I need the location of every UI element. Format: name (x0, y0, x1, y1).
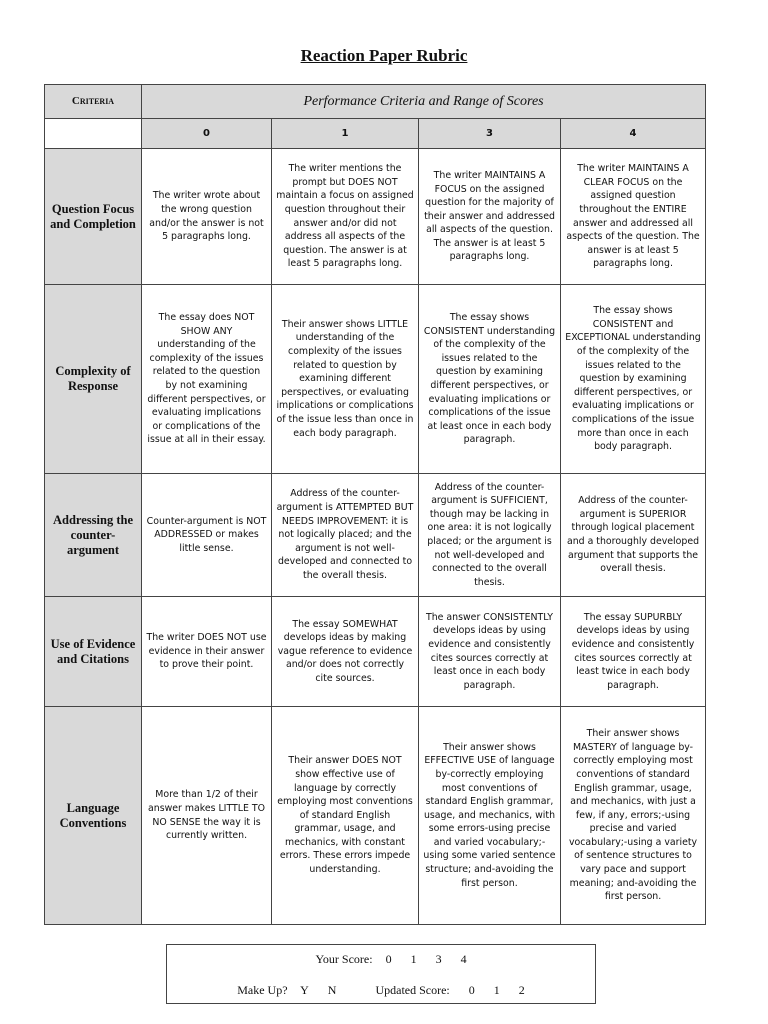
blank-header-cell (45, 119, 142, 149)
your-score-option-4[interactable]: 4 (460, 952, 467, 966)
makeup-line (167, 983, 595, 998)
header-row (45, 85, 706, 119)
rubric-row-language (45, 707, 706, 925)
rubric-table (44, 84, 706, 925)
rubric-cell-score-1: The essay SOMEWHAT develops ideas by making vague reference to evidence and/or does not correctly cite sources. (272, 597, 419, 707)
your-score-option-1[interactable]: 1 (410, 952, 417, 966)
rubric-row-question-focus (45, 149, 706, 285)
score-box (166, 944, 596, 1004)
rubric-cell-score-0: The essay does NOT SHOW ANY understanding of the complexity of the issues related to the question by not examining different perspectives, or evaluating implications or complications of the issue at all in their essay. (142, 285, 272, 474)
rubric-cell-score-0: The writer wrote about the wrong question and/or the answer is not 5 paragraphs long. (142, 149, 272, 285)
your-score-option-3[interactable]: 3 (435, 952, 442, 966)
updated-score-option-1[interactable]: 1 (493, 983, 500, 997)
updated-score-option-2[interactable]: 2 (518, 983, 525, 997)
criterion-label: Addressing the counter-argument (45, 474, 142, 597)
rubric-cell-score-3: The answer CONSISTENTLY develops ideas by using evidence and consistently cites sources correctly at least once in each body paragraph. (419, 597, 561, 707)
rubric-cell-score-0: The writer DOES NOT use evidence in their answer to prove their point. (142, 597, 272, 707)
criterion-label: Language Conventions (45, 707, 142, 925)
score-header-0: 0 (142, 119, 272, 149)
rubric-row-evidence (45, 597, 706, 707)
score-header-4: 4 (561, 119, 706, 149)
rubric-cell-score-4: Address of the counter-argument is SUPERIOR through logical placement and a thoroughly developed argument that supports the overall thesis. (561, 474, 706, 597)
makeup-label: Make Up? (237, 983, 288, 997)
rubric-cell-score-1: Their answer shows LITTLE understanding of the complexity of the issues related to question by examining different perspectives, or evaluating implications or complications of the issue less than once in each body paragraph. (272, 285, 419, 474)
criterion-label: Use of Evidence and Citations (45, 597, 142, 707)
rubric-cell-score-3: The writer MAINTAINS A FOCUS on the assigned question for the majority of their answer and addressed all aspects of the question. The answer is at least 5 paragraphs long. (419, 149, 561, 285)
your-score-option-0[interactable]: 0 (385, 952, 392, 966)
makeup-yes-option[interactable]: Y (300, 983, 309, 997)
rubric-cell-score-3: Address of the counter-argument is SUFFICIENT, though may be lacking in one area: it is not logically placed; or the argument is not well-developed and connected to the overall thesis. (419, 474, 561, 597)
criteria-header: Criteria (45, 85, 142, 119)
rubric-cell-score-4: The essay SUPURBLY develops ideas by using evidence and consistently cites sources correctly at least twice in each body paragraph. (561, 597, 706, 707)
page-title: Reaction Paper Rubric (300, 46, 468, 65)
score-header-row (45, 119, 706, 149)
criterion-label: Complexity of Response (45, 285, 142, 474)
performance-header: Performance Criteria and Range of Scores (142, 85, 706, 119)
makeup-no-option[interactable]: N (327, 983, 337, 997)
rubric-cell-score-1: Their answer DOES NOT show effective use of language by correctly employing most conventions of standard English grammar, usage, and mechanics, with constant errors. These errors impede understanding. (272, 707, 419, 925)
score-header-3: 3 (419, 119, 561, 149)
updated-score-label: Updated Score: (375, 983, 450, 997)
rubric-cell-score-1: Address of the counter-argument is ATTEMPTED BUT NEEDS IMPROVEMENT: it is not logically placed; and the argument is not well-developed and connected to the overall thesis. (272, 474, 419, 597)
updated-score-option-0[interactable]: 0 (468, 983, 475, 997)
score-header-1: 1 (272, 119, 419, 149)
rubric-cell-score-4: The writer MAINTAINS A CLEAR FOCUS on the assigned question throughout the ENTIRE answer and addressed all aspects of the question. The answer is at least 5 paragraphs long. (561, 149, 706, 285)
rubric-cell-score-4: The essay shows CONSISTENT and EXCEPTIONAL understanding of the complexity of the issues related to the question by examining different perspectives, or evaluating implications or complications of the issue more than once in each body paragraph. (561, 285, 706, 474)
rubric-cell-score-4: Their answer shows MASTERY of language by-correctly employing most conventions of standard English grammar, usage, and mechanics, with just a few, if any, errors;-using precise and varied vocabulary;-using a variety of sentence structures to vary pace and support meaning; and-avoiding the first person. (561, 707, 706, 925)
rubric-cell-score-1: The writer mentions the prompt but DOES NOT maintain a focus on assigned question throughout their answer and/or did not address all aspects of the question. The answer is at least 5 paragraphs long. (272, 149, 419, 285)
rubric-cell-score-3: Their answer shows EFFECTIVE USE of language by-correctly employing most conventions of standard English grammar, usage, and mechanics, with some errors-using precise and varied vocabulary;-using some varied sentence structure; and-avoiding the first person. (419, 707, 561, 925)
rubric-row-counter-argument (45, 474, 706, 597)
criterion-label: Question Focus and Completion (45, 149, 142, 285)
your-score-label: Your Score: (315, 952, 373, 966)
rubric-cell-score-0: Counter-argument is NOT ADDRESSED or makes little sense. (142, 474, 272, 597)
your-score-line (167, 952, 595, 967)
rubric-cell-score-3: The essay shows CONSISTENT understanding of the complexity of the issues related to the question by examining different perspectives, or evaluating implications or complications of the issue at least once in each body paragraph. (419, 285, 561, 474)
rubric-row-complexity (45, 285, 706, 474)
rubric-cell-score-0: More than 1/2 of their answer makes LITTLE TO NO SENSE the way it is currently written. (142, 707, 272, 925)
